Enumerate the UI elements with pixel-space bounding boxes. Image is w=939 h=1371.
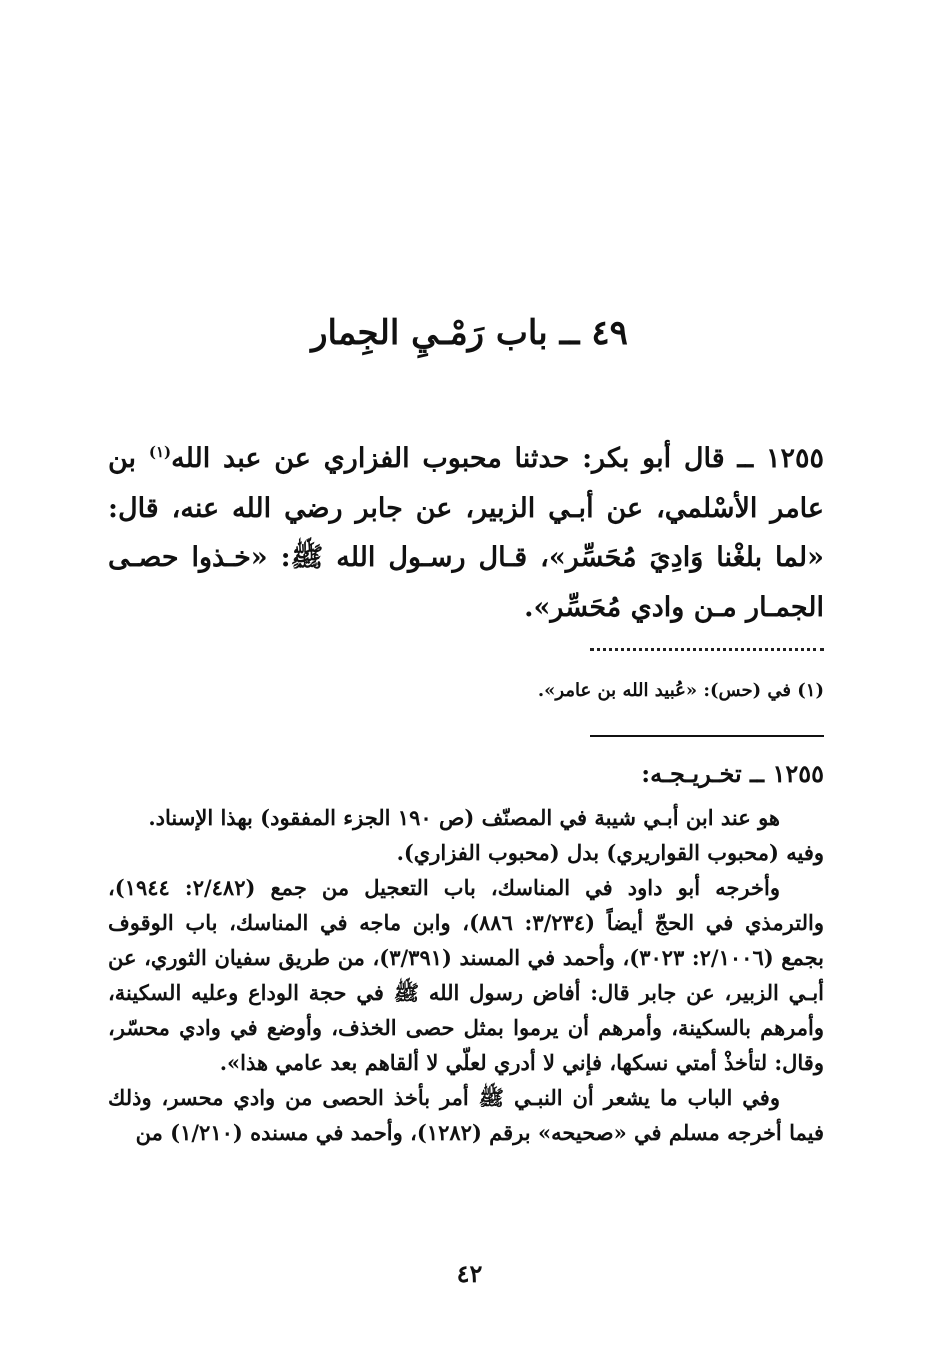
hadith-text <box>108 434 824 632</box>
page-number: ٤٢ <box>456 1259 483 1288</box>
footnote-text: (١) في (حس): «عُبيد الله بن عامر». <box>537 680 824 701</box>
footnote-reference[interactable]: (١) <box>148 443 172 461</box>
takhrij-heading: ١٢٥٥ ــ تخـريـجـه: <box>641 759 824 788</box>
hadith-text-part-2: بن عامر الأسْلمي، عن أبـي الزبير، عن جابر رضي الله عنه، قال: «لما بلغْنا وَادِيَ مُحَسِّر»، قـال رسـول الله ﷺ: «خـذوا حصـى الجمـار مـن وادي مُحَسِّر». <box>108 443 824 623</box>
hadith-text-part-1: ــ قال أبو بكر: حدثنا محبوب الفزاري عن عبد الله <box>171 443 766 474</box>
takhrij-body <box>108 800 824 1150</box>
chapter-title: ٤٩ ــ باب رَمْـيِ الجِمار <box>311 313 628 353</box>
footnote-separator <box>590 648 824 651</box>
footnote <box>108 676 824 706</box>
section-divider <box>590 735 824 737</box>
hadith-number: ١٢٥٥ <box>765 443 824 474</box>
takhrij-paragraph: وفي الباب ما يشعر أن النبـي ﷺ أمر بأخذ الحصى من وادي محسر، وذلك فيما أخرجه مسلم في «صحيحه» برقم (١٢٨٢)، وأحمد في مسنده (١/٢١٠) من <box>108 1085 824 1145</box>
takhrij-paragraph: هو عند ابن أبـي شيبة في المصنّف (ص ١٩٠ الجزء المفقود) بهذا الإسناد. <box>148 805 780 830</box>
takhrij-paragraph: وأخرجه أبو داود في المناسك، باب التعجيل من جمع (٢/٤٨٢: ١٩٤٤)، والترمذي في الحجّ أيضاً (٣/٢٣٤: ٨٨٦)، وابن ماجه في المناسك، باب الوقوف بجمع (٢/١٠٠٦: ٣٠٢٣)، وأحمد في المسند (٣/٣٩١)، من طريق سفيان الثوري، عن أبـي الزبير، عن جابر قال: أفاض رسول الله ﷺ في حجة الوداع وعليه السكينة، وأمرهم بالسكينة، وأمرهم أن يرموا بمثل حصى الخذف، وأوضع في وادي محسّر، وقال: لتأخذْ أمتي نسكها، فإني لا أدري لعلّي لا ألقاهم بعد عامي هذا». <box>108 875 824 1075</box>
takhrij-paragraph: وفيه (محبوب القواريري) بدل (محبوب الفزاري). <box>396 840 824 865</box>
